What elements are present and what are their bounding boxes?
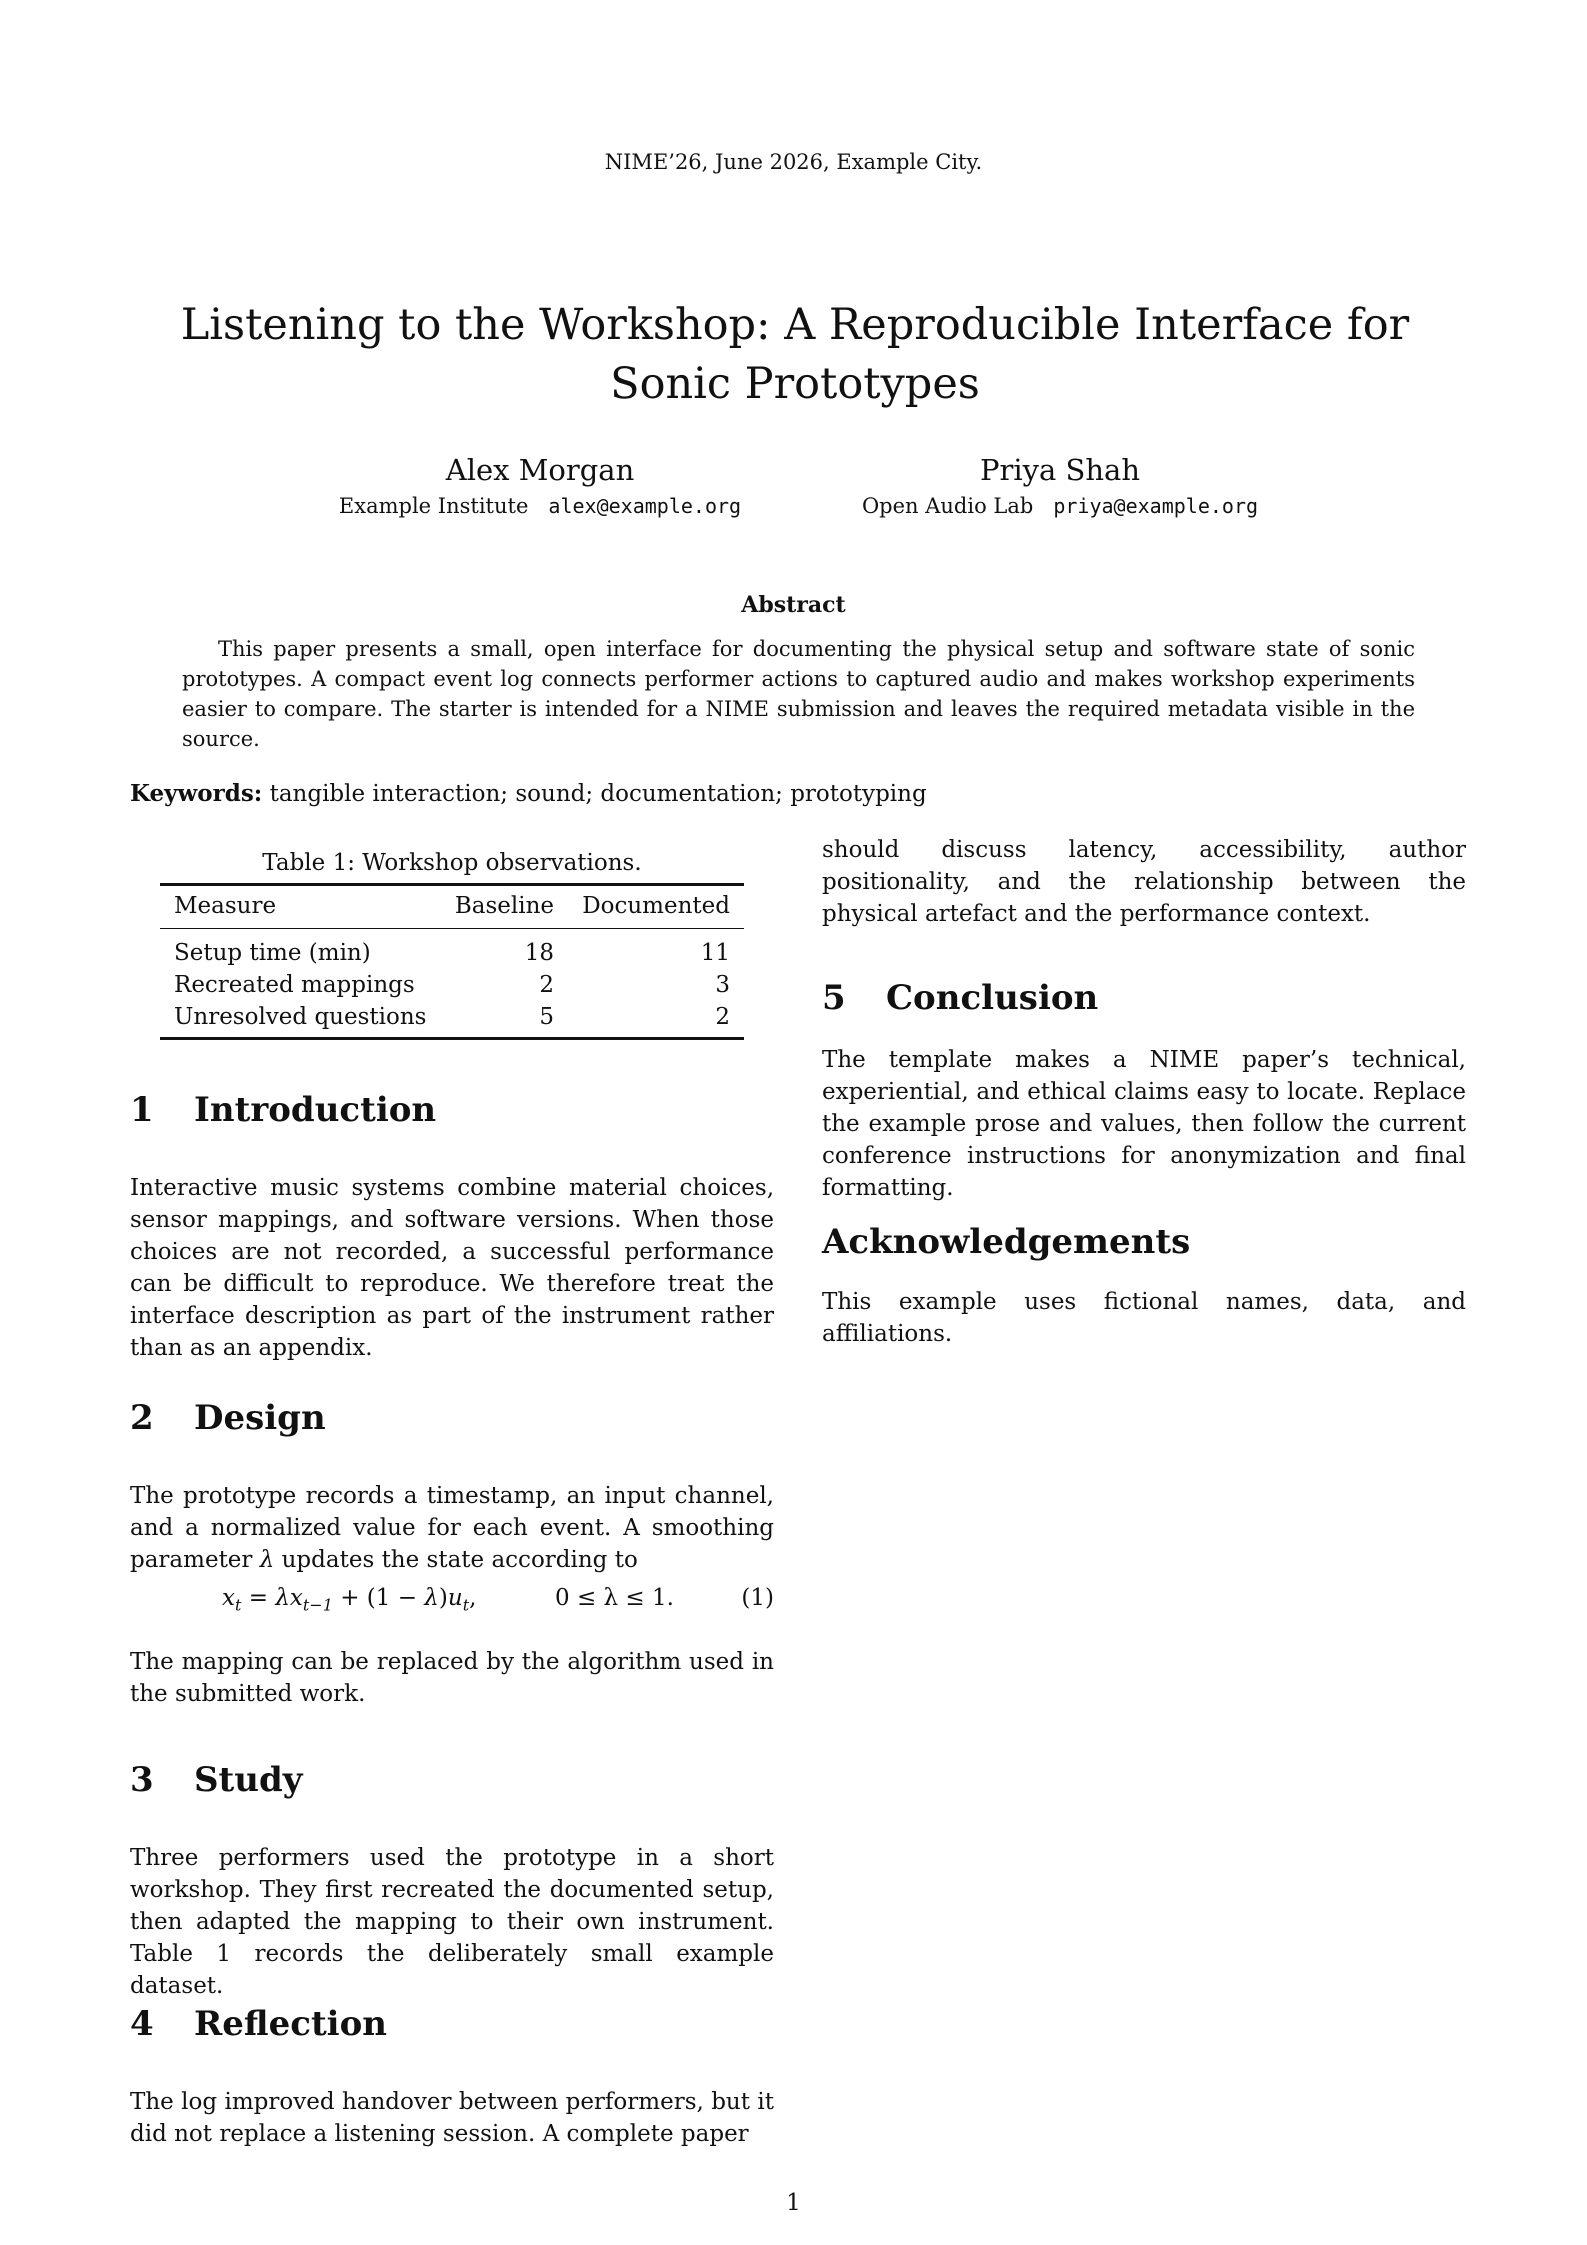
table-cell: 2 [715,1004,730,1030]
author-affiliation [840,490,1280,522]
paragraph: Interactive music systems combine material choices, sensor mappings, and software versions. When those choices are not recorded, a successful performance can be difficult to reproduce. We therefore treat the interface description as part of the instrument rather than as an appendix. [130,1175,774,1361]
keywords-label: Keywords: [130,780,263,807]
author-name: Alex Morgan [445,453,635,487]
text-run: The prototype records a timestamp, an input channel, and a normalized value for each event. A smoothing parameter [130,1483,774,1573]
keywords-text: tangible interaction; sound; documentation; prototyping [269,781,927,807]
acknowledgements-text [822,1286,1466,1350]
design-text-1 [130,1480,774,1576]
section-number: 5 [822,978,846,1018]
abstract-text: This paper presents a small, open interface for documenting the physical setup and software state of sonic prototypes. A compact event log connects performer actions to captured audio and makes workshop experiments easier to compare. The starter is intended for a NIME submission and leaves the required metadata visible in the source. [182,637,1415,751]
table-cell: 18 [524,940,555,966]
reflection-text [130,2086,774,2150]
paragraph: The mapping can be replaced by the algorithm used in the submitted work. [130,1649,774,1707]
table-row [160,969,744,1001]
author-2 [840,452,1280,522]
conclusion-text [822,1044,1466,1204]
section-heading-conclusion [822,978,1098,1018]
lambda-symbol: λ [259,1547,275,1573]
abstract-heading: Abstract [741,592,846,618]
paragraph: should discuss latency, accessibility, author positionality, and the relationship between the physical artefact and the performance context. [822,837,1466,927]
table-cell: Recreated mappings [174,972,415,998]
table-cell: Unresolved questions [174,1004,427,1030]
section-heading-study [130,1760,303,1800]
acknowledgements-heading: Acknowledgements [822,1222,1191,1262]
table-cell: 2 [539,972,555,998]
affiliation-name: Example Institute [338,494,529,518]
paper-title: Listening to the Workshop: A Reproducible Interface for Sonic Prototypes [180,300,1410,409]
keywords [130,780,1430,807]
author-email[interactable]: alex@example.org [548,494,742,518]
section-title: Reflection [194,2004,387,2044]
section-number: 2 [130,1398,154,1438]
reflection-continued-text [822,834,1466,930]
equation-number: (1) [741,1585,774,1611]
section-title: Study [194,1760,303,1800]
table-cell: 11 [700,940,730,966]
paragraph: Three performers used the prototype in a short workshop. They first recreated the documented setup, then adapted the mapping to their own instrument. Table 1 records the deliberately small example dataset. [130,1845,774,1999]
text-run: updates the state according to [274,1547,638,1573]
paragraph: The template makes a NIME paper’s technical, experiential, and ethical claims easy to locate. Replace the example prose and values, then follow the current conference instructions for anonymization and final formatting. [822,1047,1466,1201]
author-1 [330,452,750,522]
table-header-cell: Documented [582,893,730,919]
equation-condition: 0 ≤ λ ≤ 1. [555,1585,674,1611]
author-affiliation [330,490,750,522]
section-number: 4 [130,2004,154,2044]
table-row [160,929,744,970]
table-cell: 3 [715,972,730,998]
section-title: Design [194,1398,326,1438]
introduction-text [130,1172,774,1364]
table-cell: Setup time (min) [174,940,371,966]
affiliation-name: Open Audio Lab [861,494,1034,518]
equation-expression: $x_t = \lambda x_{t-1} + (1 - \lambda)u_t$, [222,1585,477,1615]
section-heading-design [130,1398,326,1438]
paragraph [130,1480,774,1576]
table-header-cell: Baseline [454,893,555,919]
study-text [130,1842,774,2002]
paragraph: This example uses fictional names, data, and affiliations. [822,1289,1466,1347]
table-header-row [160,885,744,929]
paragraph: The log improved handover between performers, but it did not replace a listening session. A complete paper [130,2089,774,2147]
table-header-cell: Measure [174,893,277,919]
table-cell: 5 [539,1004,555,1030]
table-row [160,1001,744,1039]
section-title: Introduction [194,1090,437,1130]
section-heading-reflection [130,2004,387,2044]
design-text-2 [130,1646,774,1710]
running-head: NIME’26, June 2026, Example City. [604,150,983,174]
section-number: 3 [130,1760,154,1800]
section-title: Conclusion [886,978,1099,1018]
author-email[interactable]: priya@example.org [1053,494,1259,518]
page-number: 1 [786,2190,801,2216]
section-heading-introduction [130,1090,436,1130]
observations-table [160,883,744,1040]
section-number: 1 [130,1090,154,1130]
equation-1 [130,1585,774,1619]
table-caption: Table 1: Workshop observations. [262,850,642,876]
author-name: Priya Shah [979,453,1141,487]
